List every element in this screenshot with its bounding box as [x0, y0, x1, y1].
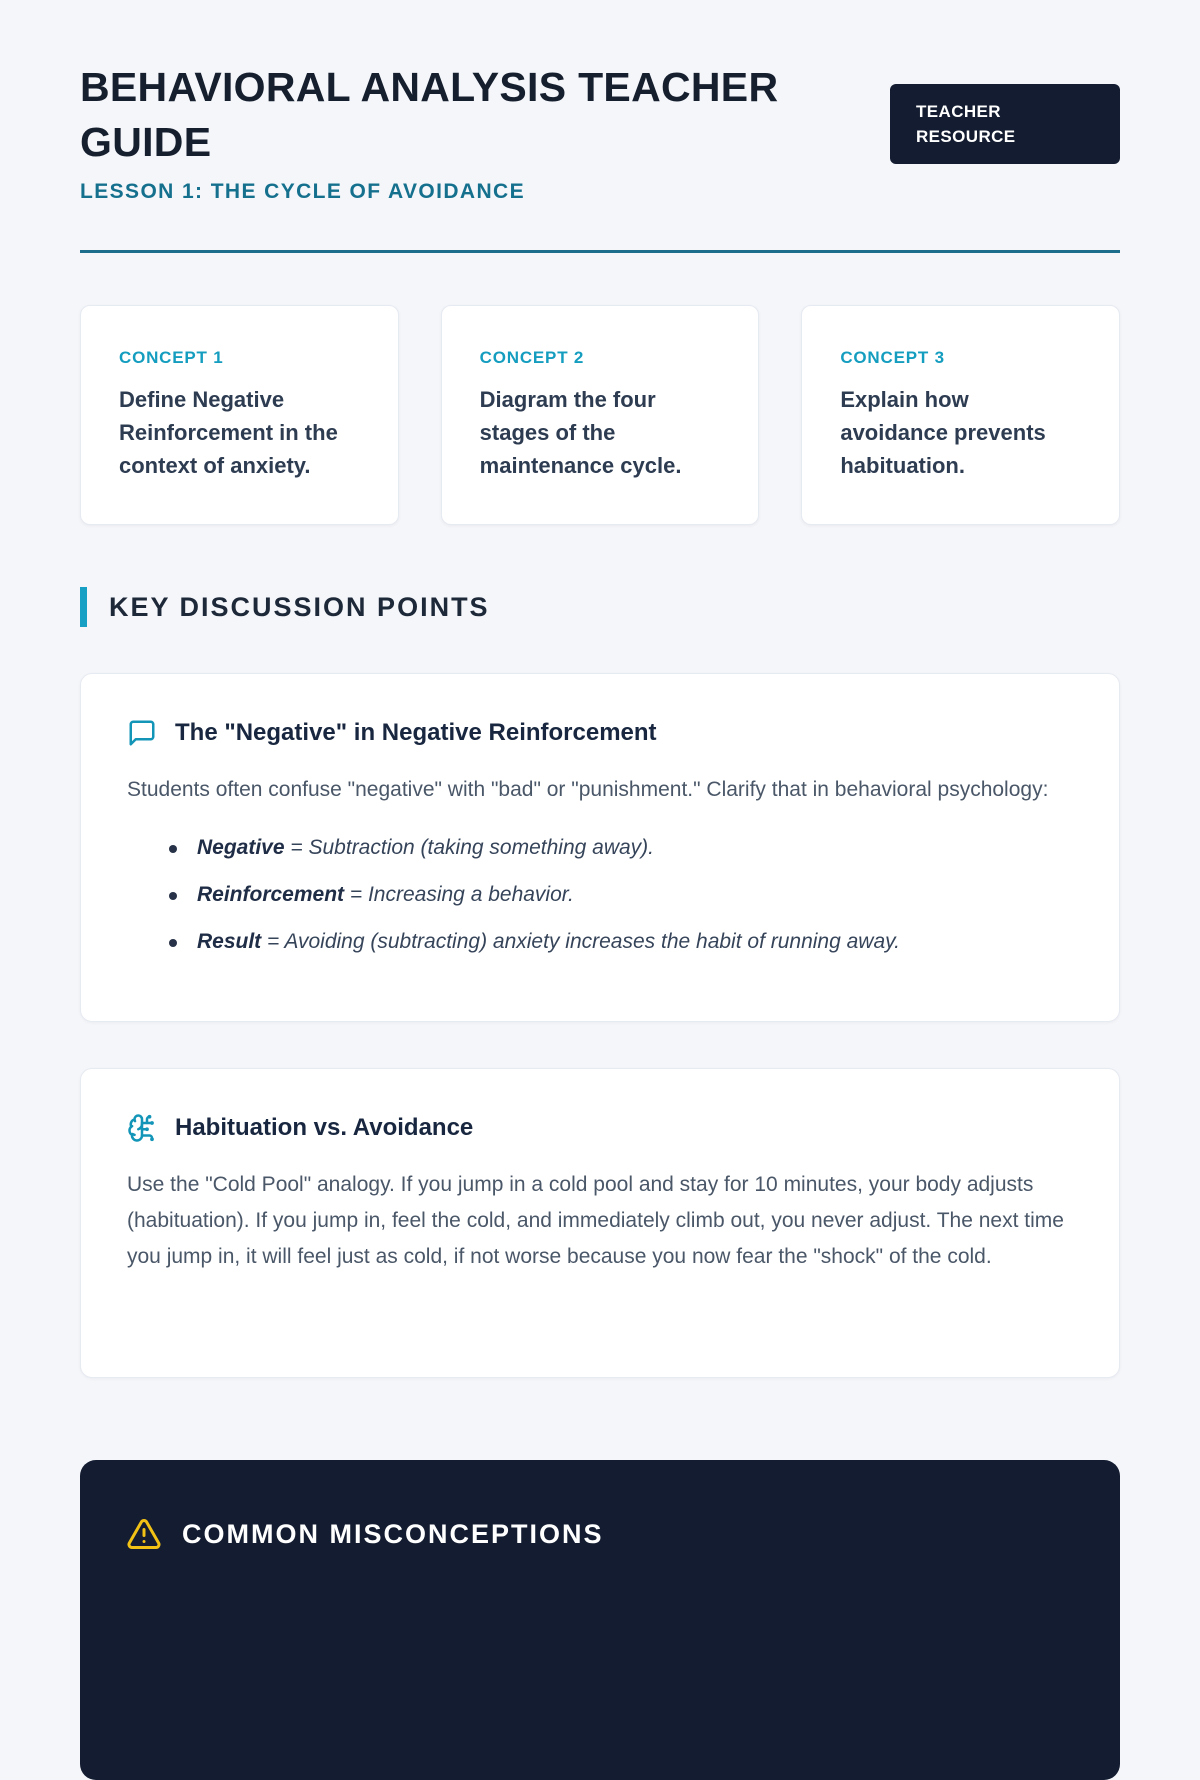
card-body: Use the "Cold Pool" analogy. If you jump in a cold pool and stay for 10 minutes, your body adjusts (habituation). If you jump in, feel the cold, and immediately climb out, you never adjust. The next time you jump in, it will feel just as cold, if not worse because you now fear the "shock" of the cold. [127, 1173, 1064, 1268]
header [80, 60, 1120, 204]
list-item [197, 883, 1073, 907]
definition: = Avoiding (subtracting) anxiety increases the habit of running away. [267, 930, 900, 953]
key-discussion-points-heading [80, 587, 1120, 627]
concept-label: CONCEPT 1 [119, 348, 224, 367]
lesson-subtitle: LESSON 1: THE CYCLE OF AVOIDANCE [80, 180, 525, 203]
concept-card-1 [80, 305, 399, 525]
card-title: The "Negative" in Negative Reinforcement [175, 719, 657, 746]
card-title-row [127, 718, 1073, 748]
term: Result [197, 930, 262, 953]
definition: = Subtraction (taking something away). [290, 836, 654, 859]
brain-circuit-icon [127, 1113, 157, 1143]
concept-text: Define Negative Reinforcement in the context of anxiety. [119, 387, 338, 478]
concept-text: Diagram the four stages of the maintenance cycle. [479, 387, 682, 478]
concept-card-3 [801, 305, 1120, 525]
section-title: KEY DISCUSSION POINTS [109, 591, 490, 622]
header-text-block [80, 60, 820, 204]
message-square-icon [127, 718, 157, 748]
discussion-card-negative-reinforcement [80, 673, 1120, 1022]
page-title: BEHAVIORAL ANALYSIS TEACHER GUIDE [80, 64, 779, 165]
badge-label: TEACHER RESOURCE [916, 102, 1016, 146]
common-misconceptions-section [80, 1460, 1120, 1780]
term: Reinforcement [197, 883, 345, 906]
list-item [197, 836, 1073, 860]
card-title-row [126, 1516, 1074, 1552]
card-body: Students often confuse "negative" with "bad" or "punishment." Clarify that in behavioral psychology: [127, 778, 1049, 801]
definition: = Increasing a behavior. [349, 883, 574, 906]
definition-list [127, 836, 1073, 954]
header-divider [80, 250, 1120, 253]
concept-label: CONCEPT 2 [479, 348, 585, 367]
discussion-card-habituation [80, 1068, 1120, 1378]
concept-card-2 [441, 305, 760, 525]
warning-triangle-icon [126, 1516, 162, 1552]
term: Negative [197, 836, 285, 859]
teacher-resource-badge [890, 84, 1120, 164]
card-title: Habituation vs. Avoidance [175, 1114, 474, 1141]
concept-label: CONCEPT 3 [840, 348, 945, 367]
card-title-row [127, 1113, 1073, 1143]
misconceptions-title: COMMON MISCONCEPTIONS [182, 1518, 604, 1549]
concept-text: Explain how avoidance prevents habituation. [840, 387, 1046, 478]
list-item [197, 930, 1073, 954]
heading-accent-bar [80, 587, 87, 627]
concept-cards [80, 305, 1120, 525]
